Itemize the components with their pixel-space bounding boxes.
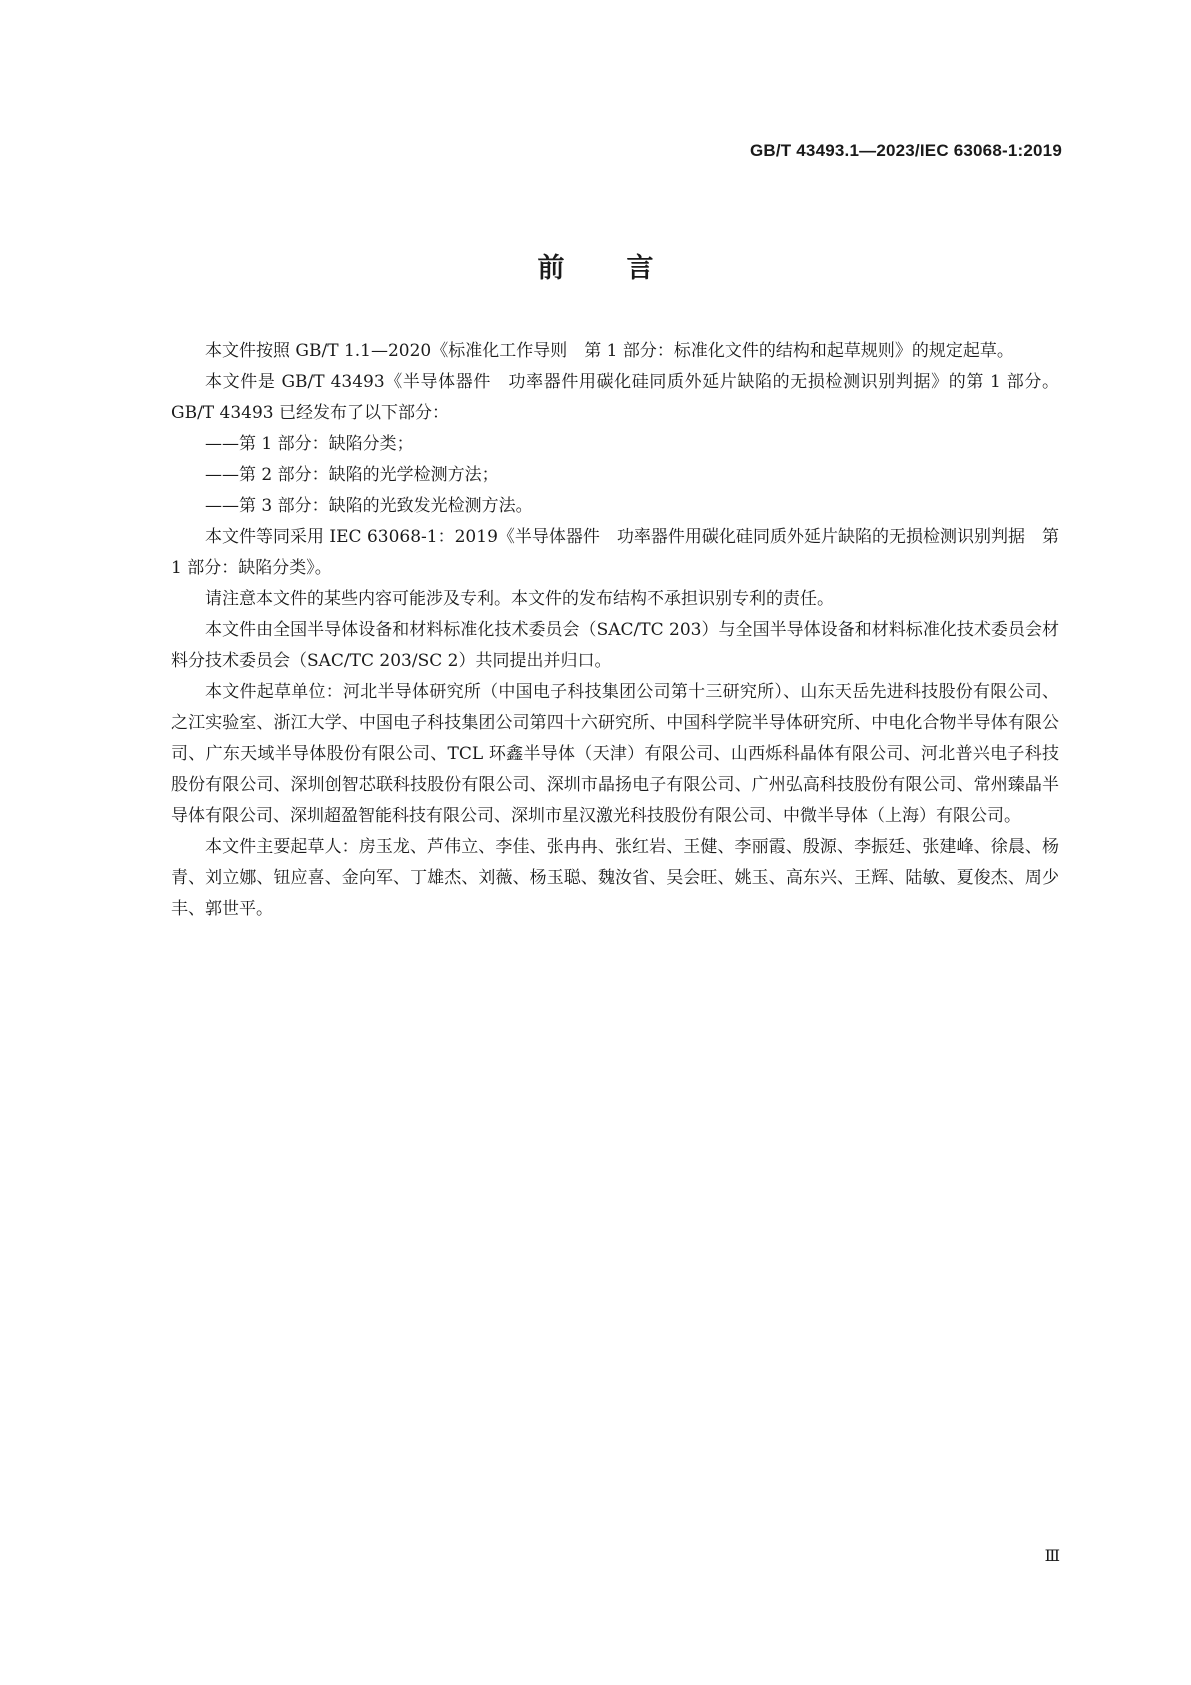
- paragraph-drafting-units: 本文件起草单位：河北半导体研究所（中国电子科技集团公司第十三研究所）、山东天岳先进科技股份有限公司、之江实验室、浙江大学、中国电子科技集团公司第四十六研究所、中国科学院半导体研究所、中电化合物半导体有限公司、广东天域半导体股份有限公司、TCL 环鑫半导体（天津）有限公司、山西烁科晶体有限公司、河北普兴电子科技股份有限公司、深圳创智芯联科技股份有限公司、深圳市晶扬电子有限公司、广州弘高科技股份有限公司、常州臻晶半导体有限公司、深圳超盈智能科技有限公司、深圳市星汉激光科技股份有限公司、中微半导体（上海）有限公司。: [171, 682, 1059, 826]
- paragraph-adoption: 本文件等同采用 IEC 63068-1：2019《半导体器件 功率器件用碳化硅同质外延片缺陷的无损检测识别判据 第 1 部分：缺陷分类》。: [171, 527, 1059, 578]
- page-number: Ⅲ: [1044, 1548, 1060, 1565]
- list-item-part-1: ——第 1 部分：缺陷分类；: [205, 434, 414, 454]
- header-standard-code: GB/T 43493.1—2023/IEC 63068-1:2019: [749, 141, 1062, 160]
- paragraph-series-intro: 本文件是 GB/T 43493《半导体器件 功率器件用碳化硅同质外延片缺陷的无损检测识别判据》的第 1 部分。GB/T 43493 已经发布了以下部分：: [171, 372, 1059, 423]
- list-item-part-2: ——第 2 部分：缺陷的光学检测方法；: [205, 465, 499, 485]
- paragraph-drafting-rules: 本文件按照 GB/T 1.1—2020《标准化工作导则 第 1 部分：标准化文件的结构和起草规则》的规定起草。: [205, 341, 1014, 361]
- paragraph-patent-notice: 请注意本文件的某些内容可能涉及专利。本文件的发布结构不承担识别专利的责任。: [205, 589, 834, 609]
- paragraph-drafters: 本文件主要起草人：房玉龙、芦伟立、李佳、张冉冉、张红岩、王健、李丽霞、殷源、李振廷、张建峰、徐晨、杨青、刘立娜、钮应喜、金向军、丁雄杰、刘薇、杨玉聪、魏汝省、吴会旺、姚玉、高东兴、王辉、陆敏、夏俊杰、周少丰、郭世平。: [171, 837, 1059, 919]
- page-title: 前言: [537, 253, 716, 284]
- body-text: [171, 336, 1059, 925]
- list-item-part-3: ——第 3 部分：缺陷的光致发光检测方法。: [205, 496, 533, 516]
- paragraph-proposed-by: 本文件由全国半导体设备和材料标准化技术委员会（SAC/TC 203）与全国半导体设备和材料标准化技术委员会材料分技术委员会（SAC/TC 203/SC 2）共同提出并归口。: [171, 620, 1059, 671]
